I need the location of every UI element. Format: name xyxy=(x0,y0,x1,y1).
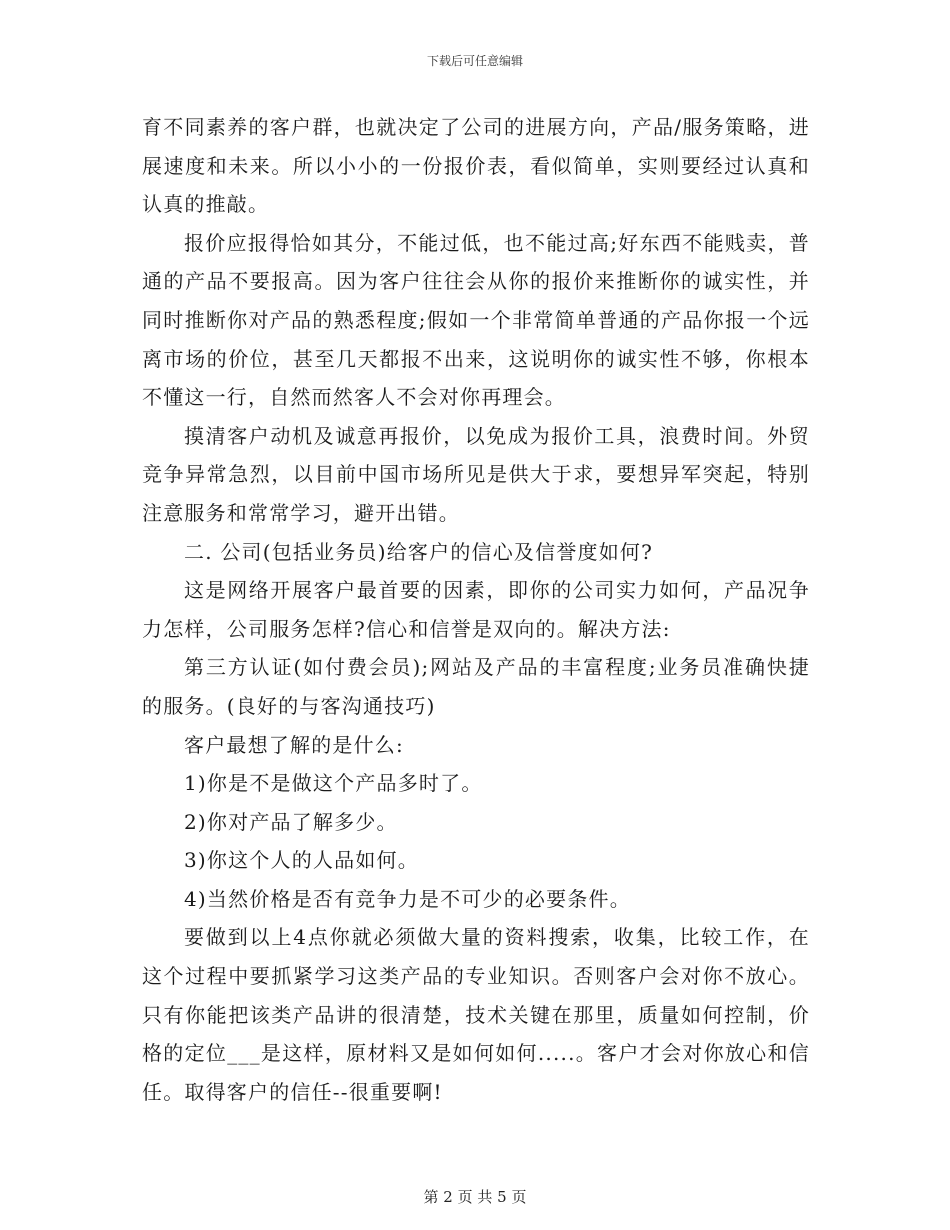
list-item-2: 2)你对产品了解多少。 xyxy=(184,809,398,834)
paragraph-5: 第三方认证(如付费会员);网站及产品的丰富程度;业务员准确快捷的服务。(良好的与客沟通技巧) xyxy=(142,655,810,718)
list-item-1: 1)你是不是做这个产品多时了。 xyxy=(184,771,483,796)
paragraph-3: 摸清客户动机及诚意再报价，以免成为报价工具，浪费时间。外贸竞争异常急烈，以目前中国市场所见是供大于求，要想异军突起，特别注意服务和常常学习，避开出错。 xyxy=(142,423,810,525)
list-item-3: 3)你这个人的人品如何。 xyxy=(184,848,419,873)
list-item-4: 4)当然价格是否有竞争力是不可少的必要条件。 xyxy=(184,886,631,911)
paragraph-7: 要做到以上4点你就必须做大量的资料搜索，收集，比较工作，在这个过程中要抓紧学习这类产品的专业知识。否则客户会对你不放心。只有你能把该类产品讲的很清楚，技术关键在那里，质量如何控制，价格的定位___是这样，原材料又是如何如何.....。客户才会对你放心和信任。取得客户的信任--很重要啊! xyxy=(142,925,810,1104)
section-heading: 二. 公司(包括业务员)给客户的信心及信誉度如何? xyxy=(184,539,654,564)
page-number: 第 2 页 共 5 页 xyxy=(423,1188,527,1206)
paragraph-4: 这是网络开展客户最首要的因素，即你的公司实力如何，产品况争力怎样，公司服务怎样?信心和信誉是双向的。解决方法: xyxy=(142,578,810,641)
paragraph-6: 客户最想了解的是什么: xyxy=(184,732,404,757)
paragraph-2: 报价应报得恰如其分，不能过低，也不能过高;好东西不能贱卖，普通的产品不要报高。因为客户往往会从你的报价来推断你的诚实性，并同时推断你对产品的熟悉程度;假如一个非常简单普通的产品你报一个远离市场的价位，甚至几天都报不出来，这说明你的诚实性不够，你根本不懂这一行，自然而然客人不会对你再理会。 xyxy=(142,230,810,410)
document-body xyxy=(142,108,810,1111)
paragraph-1: 育不同素养的客户群，也就决定了公司的进展方向，产品/服务策略，进展速度和未来。所以小小的一份报价表，看似简单，实则要经过认真和认真的推敲。 xyxy=(142,115,810,217)
page-header: 下载后可任意编辑 xyxy=(426,54,523,68)
